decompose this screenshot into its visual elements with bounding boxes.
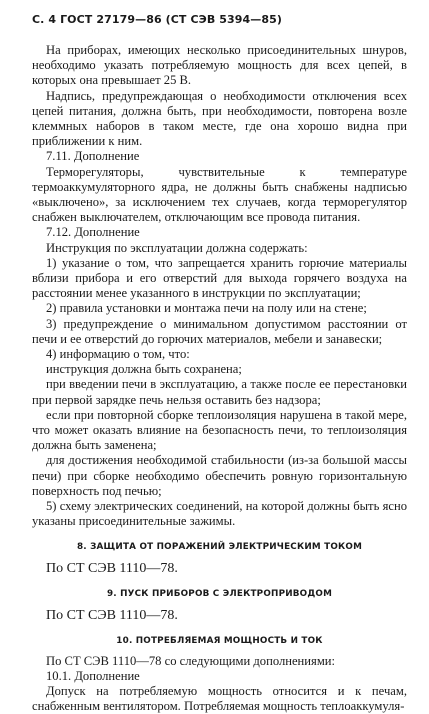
list-item: инструкция должна быть сохранена; <box>46 362 242 377</box>
section-8-title: 8. ЗАЩИТА ОТ ПОРАЖЕНИЙ ЭЛЕКТРИЧЕСКИМ ТОКОМ <box>76 541 363 552</box>
clause-heading: 7.12. Дополнение <box>46 225 140 240</box>
list-item: 5) схему электрических соединений, на которой должны быть ясно указаны присоединительные зажимы. <box>32 499 407 529</box>
list-item: 3) предупреждение о минимальном допустимом расстоянии от печи и ее отверстий до горючих материалов, мебели и занавески; <box>32 316 407 346</box>
section-9-title: 9. ПУСК ПРИБОРОВ С ЭЛЕКТРОПРИВОДОМ <box>106 588 333 599</box>
list-item: 1) указание о том, что запрещается хранить горючие материалы вблизи прибора и его отверстий для выхода горячего воздуха на расстоянии менее указанного в инструкции по эксплуатации; <box>32 255 407 301</box>
paragraph: Надпись, предупреждающая о необходимости отключения всех цепей питания, должна быть, при необходимости, повторена возле клеммных наборов в таком месте, где она хорошо видна при приближении к ним. <box>32 88 407 149</box>
list-item: 4) информацию о том, что: <box>46 347 190 362</box>
paragraph: На приборах, имеющих несколько присоединительных шнуров, необходимо указать потребляемую мощность для всех цепей, в которых она превышает 25 В. <box>32 43 407 88</box>
clause-heading: 10.1. Дополнение <box>46 668 140 683</box>
clause-heading: 7.11. Дополнение <box>46 149 140 164</box>
section-10-body: Допуск на потребляемую мощность относится и к печам, снабженным вентилятором. Потребляемая мощность теплоаккумуля- <box>32 683 407 714</box>
list-item: 2) правила установки и монтажа печи на полу или на стене; <box>46 301 367 316</box>
list-item: при введении печи в эксплуатацию, а также после ее перестановки при первой зарядке печь нельзя оставить без надзора; <box>32 377 407 407</box>
page-header: С. 4 ГОСТ 27179—86 (СТ СЭВ 5394—85) <box>32 13 282 26</box>
list-item: для достижения необходимой стабильности (из-за большой массы печи) при сборке необходимо обеспечить ровную горизонтальную поверхность под печью; <box>32 453 407 498</box>
list-item: если при повторной сборке теплоизоляция нарушена в такой мере, что может оказать влияние на безопасность печи, то теплоизоляция должна быть заменена; <box>32 407 407 453</box>
section-10-title: 10. ПОТРЕБЛЯЕМАЯ МОЩНОСТЬ И ТОК <box>116 635 323 646</box>
paragraph: Терморегуляторы, чувствительные к температуре термоаккумуляторного ядра, не должны быть снабжены надписью «выключено», за исключением тех случаев, когда терморегулятор снабжен выключателем, отключающим все провода питания. <box>32 164 407 225</box>
section-10-text: По СТ СЭВ 1110—78 со следующими дополнениями: <box>46 653 336 668</box>
paragraph: Инструкция по эксплуатации должна содержать: <box>46 240 308 255</box>
section-8-text: По СТ СЭВ 1110—78. <box>46 560 178 576</box>
section-9-text: По СТ СЭВ 1110—78. <box>46 607 178 623</box>
